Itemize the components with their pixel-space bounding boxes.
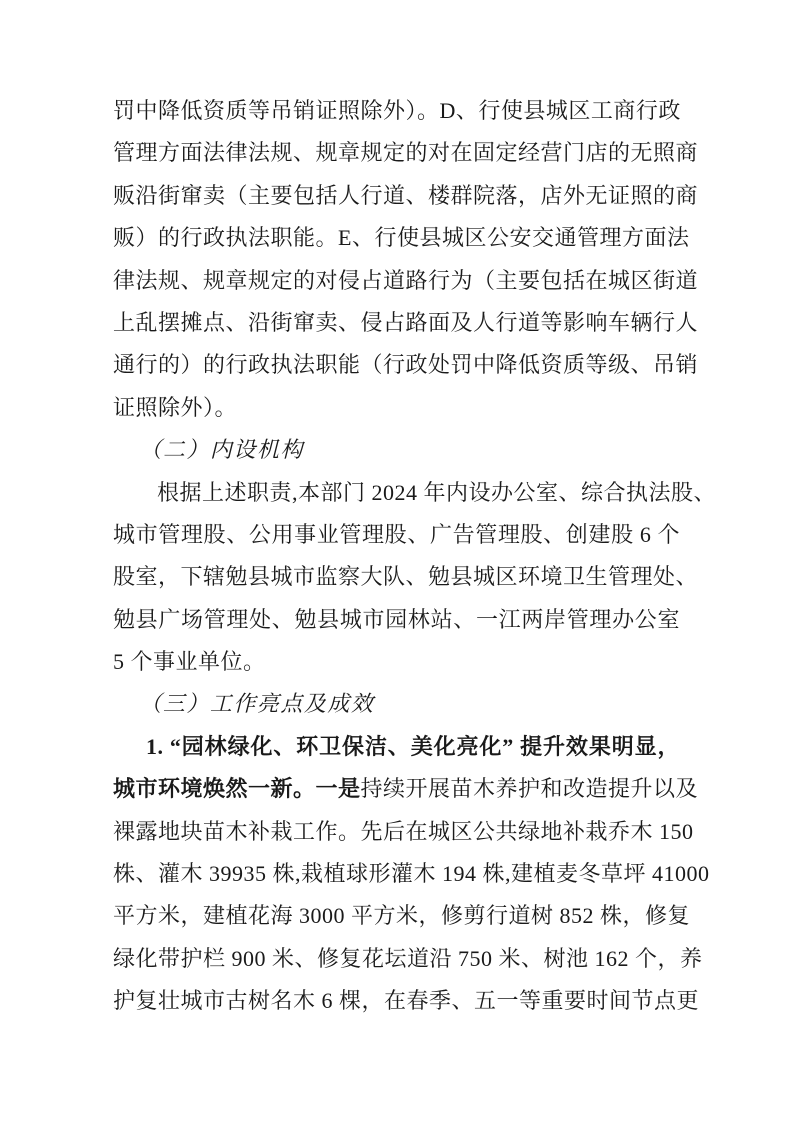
text-segment: 持续开展苗木养护和改造提升以及 [360,776,699,802]
bold-text-segment: 城市环境焕然一新。一是 [113,776,361,802]
text-segment: 上乱摆摊点、沿街窜卖、侵占路面及人行道等影响车辆行人 [113,309,699,335]
text-segment: 股室，下辖勉县城市监察大队、勉县城区环境卫生管理处、 [113,564,699,590]
document-body [113,90,717,1023]
text-line-21 [113,938,703,980]
text-segment: 勉县广场管理处、勉县城市园林站、一江两岸管理办公室 [113,606,680,632]
text-segment: 裸露地块苗木补栽工作。先后在城区公共绿地补栽乔木 150 [113,818,694,844]
text-segment: 护复壮城市古树名木 6 棵，在春季、五一等重要时间节点更 [113,988,700,1014]
text-line-13 [113,599,680,641]
text-line-22 [113,980,700,1022]
text-line-4 [113,217,690,259]
text-segment: 株、灌木 39935 株,栽植球形灌木 194 株,建植麦冬草坪 41000 [113,861,710,887]
section-heading-3 [113,683,680,725]
text-line-17 [113,768,699,810]
text-line-12 [113,556,699,598]
text-line-8 [113,387,680,429]
text-segment: 平方米，建植花海 3000 平方米，修剪行道树 852 株，修复 [113,903,691,929]
text-segment: 管理方面法律法规、规章规定的对在固定经营门店的无照商 [113,140,699,166]
text-segment: （三）工作亮点及成效 [139,691,375,717]
text-line-7 [113,344,699,386]
text-segment: 罚中降低资质等吊销证照除外）。D、行使县城区工商行政 [113,98,681,123]
text-segment: 证照除外）。 [113,394,238,420]
text-segment: 绿化带护栏 900 米、修复花坛道沿 750 米、树池 162 个，养 [113,945,703,971]
text-segment: 通行的）的行政执法职能（行政处罚中降低资质等级、吊销 [113,352,699,378]
text-segment: 律法规、规章规定的对侵占道路行为（主要包括在城区街道 [113,267,699,293]
text-line-14 [113,641,680,683]
text-line-3 [113,175,699,217]
text-segment: 城市管理股、公用事业管理股、广告管理股、创建股 6 个 [113,521,680,547]
bold-text-segment: 1. “园林绿化、环卫保洁、美化亮化” 提升效果明显， [146,733,680,759]
text-segment: 贩）的行政执法职能。E、行使县城区公安交通管理方面法 [113,225,690,251]
text-segment: 贩沿街窜卖（主要包括人行道、楼群院落，店外无证照的商 [113,182,699,208]
text-segment: 根据上述职责,本部门 2024 年内设办公室、综合执法股、 [157,479,717,505]
text-line-6 [113,302,699,344]
text-line-19 [113,853,710,895]
text-line-18 [113,811,694,853]
section-heading-2 [113,429,680,471]
text-segment: （二）内设机构 [139,437,304,463]
text-line-10 [113,472,717,514]
text-line-5 [113,260,699,302]
text-line-1 [113,90,680,132]
text-line-2 [113,132,699,174]
text-line-11 [113,514,680,556]
text-segment: 5 个事业单位。 [113,649,266,675]
text-line-20 [113,895,691,937]
text-line-16 [113,726,680,768]
